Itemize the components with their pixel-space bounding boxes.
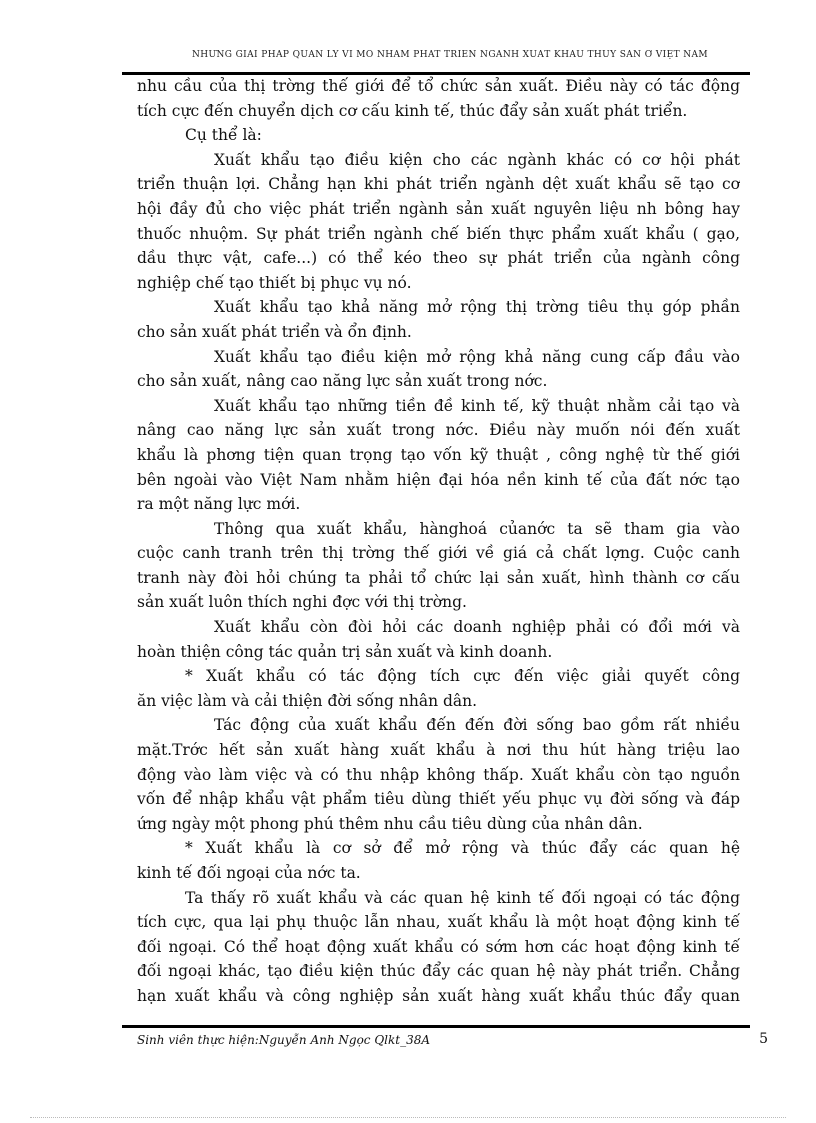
page-edge-divider — [30, 1117, 786, 1118]
text-line: động vào làm việc và có thu nhập không thấp. Xuất khẩu còn tạo nguồn — [137, 765, 740, 784]
text-line: cho sản xuất phát triển và ổn định. — [137, 322, 412, 341]
text-line: nhu cầu của thị trờng thế giới để tổ chức sản xuất. Điều này có tác động — [137, 77, 740, 95]
text-line: kinh tế đối ngoại của nớc ta. — [137, 864, 361, 882]
text-line: Xuất khẩu còn đòi hỏi các doanh nghiệp phải có đổi mới và — [214, 618, 740, 637]
text-line: Cụ thể là: — [185, 126, 262, 145]
page-number: 5 — [759, 1031, 768, 1047]
text-line: thuốc nhuộm. Sự phát triển ngành chế biến thực phẩm xuất khẩu ( gạo, — [137, 224, 740, 243]
text-line: ăn việc làm và cải thiện đời sống nhân dân. — [137, 691, 478, 710]
text-line: mặt.Trớc hết sản xuất hàng xuất khẩu à nơi thu hút hàng triệu lao — [137, 741, 740, 760]
text-line: Tác động của xuất khẩu đến đến đời sống bao gồm rất nhiều — [214, 716, 740, 735]
text-line: ra một năng lực mới. — [137, 495, 301, 514]
text-line: nâng cao năng lực sản xuất trong nớc. Điều này muốn nói đến xuất — [137, 421, 740, 440]
text-line: Thông qua xuất khẩu, hànghoá củanớc ta sẽ tham gia vào — [214, 519, 740, 538]
footer-rule — [122, 1025, 750, 1028]
footer-author: Sinh viên thực hiện:Nguyễn Anh Ngọc Qlkt_38A — [137, 1033, 431, 1047]
text-line: Xuất khẩu tạo điều kiện cho các ngành khác có cơ hội phát — [214, 150, 740, 169]
text-line: đối ngoại. Có thể hoạt động xuất khẩu có sớm hơn các hoạt động kinh tế — [137, 937, 740, 956]
text-line: sản xuất luôn thích nghi đợc với thị trờng. — [137, 593, 467, 612]
text-line: Xuất khẩu tạo khả năng mở rộng thị trờng tiêu thụ góp phần — [214, 298, 740, 317]
text-line: đối ngoại khác, tạo điều kiện thúc đẩy các quan hệ này phát triển. Chẳng — [137, 962, 740, 981]
text-line: bên ngoài vào Việt Nam nhằm hiện đại hóa nền kinh tế của đất nớc tạo — [137, 470, 740, 489]
text-line: * Xuất khẩu có tác động tích cực đến việc giải quyết công — [185, 667, 740, 686]
text-line: Ta thấy rõ xuất khẩu và các quan hệ kinh tế đối ngoại có tác động — [185, 888, 740, 907]
text-line: vốn để nhập khẩu vật phẩm tiêu dùng thiết yếu phục vụ đời sống và đáp — [137, 790, 740, 809]
text-line: * Xuất khẩu là cơ sở để mở rộng và thúc đẩy các quan hệ — [185, 839, 740, 858]
text-line: tranh này đòi hỏi chúng ta phải tổ chức lại sản xuất, hình thành cơ cấu — [137, 568, 740, 587]
text-line: hoàn thiện công tác quản trị sản xuất và kinh doanh. — [137, 642, 553, 661]
text-line: ứng ngày một phong phú thêm nhu cầu tiêu dùng của nhân dân. — [137, 814, 643, 833]
text-line: hội đầy đủ cho việc phát triển ngành sản xuất nguyên liệu nh bông hay — [137, 199, 740, 218]
text-line: tích cực đến chuyển dịch cơ cấu kinh tế, thúc đẩy sản xuất phát triển. — [137, 101, 688, 120]
running-header: NHỮNG GIẢI PHÁP QUẢN LÝ VĨ MÔ NHẰM PHÁT TRIỂN NGÀNH XUẤT KHẨU THUỶ SẢN Ở VIỆT NAM — [191, 50, 709, 60]
text-line: triển thuận lợi. Chẳng hạn khi phát triển ngành dệt xuất khẩu sẽ tạo cơ — [137, 175, 740, 194]
text-line: cho sản xuất, nâng cao năng lực sản xuất trong nớc. — [137, 372, 548, 391]
text-line: cuộc canh tranh trên thị trờng thế giới về giá cả chất lợng. Cuộc canh — [137, 544, 740, 563]
body-text — [137, 74, 740, 1009]
text-line: tích cực, qua lại phụ thuộc lẫn nhau, xuất khẩu là một hoạt động kinh tế — [137, 913, 740, 932]
text-line: Xuất khẩu tạo điều kiện mở rộng khả năng cung cấp đầu vào — [214, 347, 740, 366]
text-line: Xuất khẩu tạo những tiền đề kinh tế, kỹ thuật nhằm cải tạo và — [214, 396, 740, 415]
text-line: dầu thực vật, cafe...) có thể kéo theo sự phát triển của ngành công — [137, 249, 740, 268]
text-line: nghiệp chế tạo thiết bị phục vụ nó. — [137, 273, 412, 292]
text-line: hạn xuất khẩu và công nghiệp sản xuất hàng xuất khẩu thúc đẩy quan — [137, 986, 740, 1005]
text-line: khẩu là phơng tiện quan trọng tạo vốn kỹ thuật , công nghệ từ thế giới — [137, 445, 740, 464]
